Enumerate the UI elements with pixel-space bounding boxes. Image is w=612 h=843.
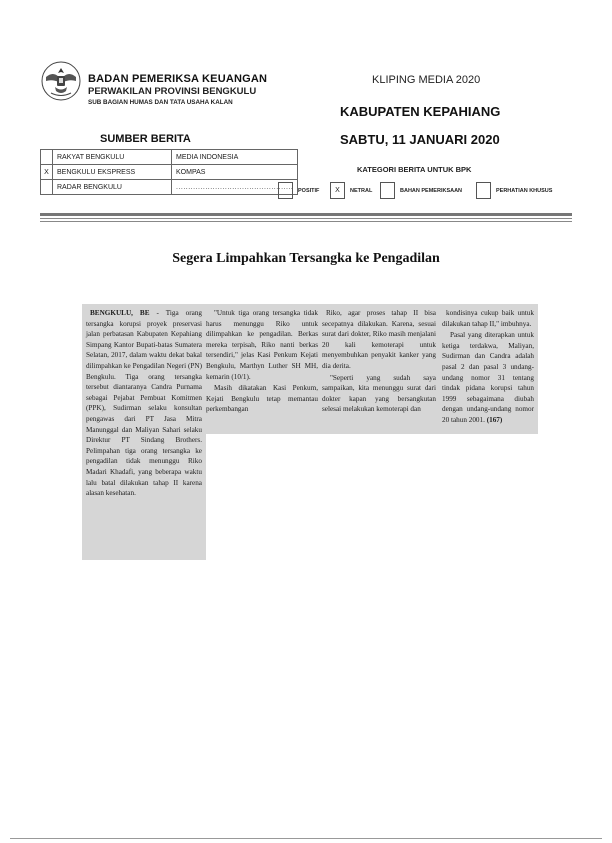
category-label: PERHATIAN KHUSUS bbox=[496, 187, 553, 194]
garuda-emblem-icon bbox=[40, 60, 82, 102]
category-netral bbox=[330, 182, 372, 199]
article-dateline: BENGKULU, BE bbox=[90, 309, 150, 317]
org-branch: PERWAKILAN PROVINSI BENGKULU bbox=[88, 86, 257, 97]
category-positif bbox=[278, 182, 319, 199]
source-label: KOMPAS bbox=[172, 165, 298, 180]
category-checkbox bbox=[476, 182, 491, 199]
article-paragraph: kondisinya cukup baik untuk dilakukan tahap II," imbuhnya. bbox=[442, 309, 534, 328]
article-paragraph: - Tiga orang tersangka korupsi proyek preservasi jalan perbatasan Kabupaten Kepahiang Simpang Kantor Bupati-batas Sumatera Selatan, 2017, dalam waktu dekat bakal dilimpahkan ke Pengadilan Negeri (PN) Bengkulu. Tiga orang tersangka tersebut diantaranya Candra Purnama sebagai Pejabat Pembuat Komitmen (PPK), Sudirman selaku konsultan pengawas dari PT Jasa Mitra Manunggal dan Maliyan Sahari selaku Direktur PT Sindang Brothers. Pelimpahan tiga orang tersangka ke pengadilan tidak menunggu Riko Madari Khadafi, yang beberapa waktu lalu batal dilakukan tahap II karena alasan kesehatan. bbox=[86, 309, 203, 498]
divider bbox=[40, 221, 572, 222]
source-label: RADAR BENGKULU bbox=[53, 180, 172, 195]
source-label: ................................................ bbox=[172, 180, 298, 195]
article-headline: Segera Limpahkan Tersangka ke Pengadilan bbox=[172, 251, 440, 266]
divider bbox=[40, 218, 572, 219]
org-subdivision: SUB BAGIAN HUMAS DAN TATA USAHA KALAN bbox=[88, 99, 233, 106]
article-paragraph: "Seperti yang sudah saya sampaikan, kita menunggu surat dari dokter kapan yang bersangkutan selesai melakukan kemoterapi dan bbox=[322, 373, 436, 414]
category-checkbox bbox=[380, 182, 395, 199]
category-label: BAHAN PEMERIKSAAN bbox=[400, 187, 463, 194]
category-checkbox bbox=[278, 182, 293, 199]
source-row bbox=[41, 165, 298, 180]
source-label: MEDIA INDONESIA bbox=[172, 150, 298, 165]
source-checkbox: X bbox=[41, 165, 53, 180]
source-label: BENGKULU EKSPRESS bbox=[53, 165, 172, 180]
category-checkbox: X bbox=[330, 182, 345, 199]
reporter-code: (167) bbox=[486, 415, 503, 424]
article-column-2 bbox=[206, 308, 318, 416]
category-title: KATEGORI BERITA UNTUK BPK bbox=[357, 165, 472, 174]
publication-date: SABTU, 11 JANUARI 2020 bbox=[340, 132, 500, 147]
kabupaten-title: KABUPATEN KEPAHIANG bbox=[340, 104, 501, 119]
org-name: BADAN PEMERIKSA KEUANGAN bbox=[88, 73, 268, 85]
article-column-3 bbox=[322, 308, 436, 416]
article-column-4 bbox=[442, 308, 534, 427]
sources-title: SUMBER BERITA bbox=[100, 133, 191, 145]
article-column-1 bbox=[86, 308, 202, 500]
article-paragraph: Masih dikatakan Kasi Penkum, Kejati Bengkulu tetap memantau perkembangan bbox=[206, 384, 318, 414]
article-paragraph: "Untuk tiga orang tersangka tidak harus menunggu Riko untuk dilimpahkan ke pengadilan. Berkas mereka terpisah, Riko nanti berkas tersendiri," jelas Kasi Penkum Kejati Bengkulu, Marthyn Luther SH MH, kemarin (10/1). bbox=[206, 309, 318, 381]
divider bbox=[40, 213, 572, 216]
kliping-label: KLIPING MEDIA 2020 bbox=[372, 74, 481, 86]
source-checkbox bbox=[41, 180, 53, 195]
article-paragraph: Pasal yang diterapkan untuk ketiga terdakwa, Maliyan, Sudirman dan Candra adalah pasal 2 dan pasal 3 undang-undang nomor 31 tentang tindak pidana korupsi tahun 1999 sebagaimana diubah dengan undang-undang nomor 20 tahun 2001. bbox=[442, 331, 534, 424]
source-row bbox=[41, 180, 298, 195]
category-label: POSITIF bbox=[298, 187, 320, 194]
source-row bbox=[41, 150, 298, 165]
sources-table bbox=[40, 149, 298, 195]
category-perhatian-khusus bbox=[476, 182, 552, 199]
page-edge bbox=[10, 838, 602, 839]
source-label: RAKYAT BENGKULU bbox=[53, 150, 172, 165]
category-label: NETRAL bbox=[350, 187, 373, 194]
article-paragraph: Riko, agar proses tahap II bisa secepatnya dilakukan. Karena, sesuai surat dari dokter, Riko masih menjalani 20 kali kemoterapi untuk menyembuhkan penyakit kanker yang dia derita. bbox=[322, 309, 436, 370]
category-bahan-pemeriksaan bbox=[380, 182, 462, 199]
source-checkbox bbox=[41, 150, 53, 165]
